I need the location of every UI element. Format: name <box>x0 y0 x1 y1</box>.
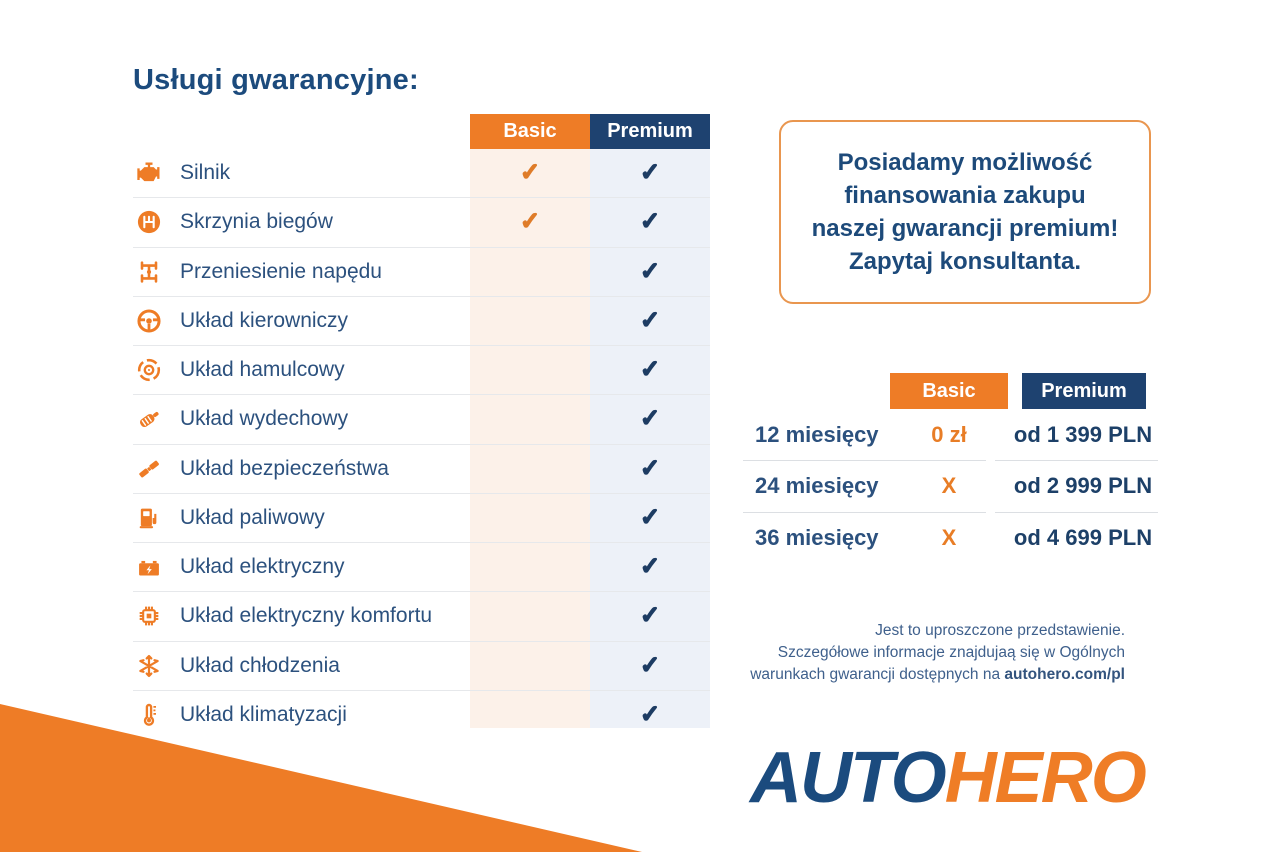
disclaimer-line: Jest to uproszczone przedstawienie. <box>875 622 1125 639</box>
pricing-table <box>743 409 1158 564</box>
table-row <box>133 494 710 543</box>
row-label: Układ chłodzenia <box>180 653 340 677</box>
pricing-premium-value: od 4 699 PLN <box>1013 524 1153 550</box>
divider <box>743 460 986 461</box>
pricing-row <box>743 409 1158 461</box>
basic-column-header: Basic <box>470 114 590 149</box>
premium-check: ✓ <box>639 454 661 482</box>
disclaimer-line-prefix: warunkach gwarancji dostępnych na <box>750 666 1005 683</box>
pricing-premium-value: od 2 999 PLN <box>1013 473 1153 499</box>
premium-check: ✓ <box>639 159 661 187</box>
table-row <box>133 592 710 641</box>
thermometer-icon <box>134 700 164 730</box>
divider <box>743 512 986 513</box>
premium-check: ✓ <box>639 553 661 581</box>
disclaimer-url: autohero.com/pl <box>1004 666 1125 683</box>
pricing-period: 12 miesięcy <box>755 421 879 447</box>
table-row <box>133 149 710 198</box>
row-label: Układ paliwowy <box>180 505 325 529</box>
snowflake-icon <box>134 651 164 681</box>
logo-hero-part: HERO <box>944 738 1145 818</box>
fuel-pump-icon <box>134 503 164 533</box>
premium-check: ✓ <box>639 602 661 630</box>
pricing-row <box>743 512 1158 564</box>
pricing-period: 24 miesięcy <box>755 473 879 499</box>
divider <box>995 512 1158 513</box>
row-label: Układ elektryczny <box>180 555 345 579</box>
premium-check: ✓ <box>639 700 661 728</box>
pricing-basic-header: Basic <box>890 373 1008 409</box>
table-row <box>133 543 710 592</box>
engine-icon <box>134 158 164 188</box>
premium-check: ✓ <box>639 405 661 433</box>
row-label: Skrzynia biegów <box>180 210 333 234</box>
financing-line: finansowania zakupu <box>844 182 1086 209</box>
row-label: Układ bezpieczeństwa <box>180 456 389 480</box>
table-row <box>133 642 710 691</box>
disclaimer-text <box>750 620 1125 686</box>
warranty-items-table <box>133 149 710 739</box>
premium-check: ✓ <box>639 503 661 531</box>
disclaimer-line: Szczegółowe informacje znajdujaą się w Ogólnych <box>777 644 1125 661</box>
logo-auto-part: AUTO <box>750 738 945 818</box>
pricing-row <box>743 461 1158 513</box>
financing-line: Posiadamy możliwość <box>837 149 1093 176</box>
row-label: Układ wydechowy <box>180 407 349 431</box>
pricing-period: 36 miesięcy <box>755 524 879 550</box>
page-title: Usługi gwarancyjne: <box>133 64 419 96</box>
table-row <box>133 297 710 346</box>
brake-disc-icon <box>134 355 164 385</box>
row-label: Układ klimatyzacji <box>180 702 347 726</box>
seatbelt-icon <box>134 454 164 484</box>
battery-icon <box>134 552 164 582</box>
disclaimer-line <box>750 664 1125 686</box>
basic-check: ✓ <box>519 208 541 236</box>
table-row <box>133 346 710 395</box>
steering-wheel-icon <box>134 306 164 336</box>
chip-icon <box>134 601 164 631</box>
drivetrain-icon <box>134 257 164 287</box>
pricing-premium-header: Premium <box>1022 373 1146 409</box>
financing-note-box <box>779 120 1151 304</box>
financing-line: naszej gwarancji premium! <box>811 215 1119 242</box>
row-label: Przeniesienie napędu <box>180 259 382 283</box>
table-row <box>133 691 710 739</box>
table-row <box>133 445 710 494</box>
divider <box>995 460 1158 461</box>
table-row <box>133 248 710 297</box>
row-label: Układ kierowniczy <box>180 308 349 332</box>
pricing-basic-value: X <box>941 524 957 550</box>
row-label: Silnik <box>180 161 231 185</box>
premium-check: ✓ <box>639 306 661 334</box>
table-row <box>133 198 710 247</box>
pricing-basic-value: X <box>941 473 957 499</box>
premium-check: ✓ <box>639 208 661 236</box>
row-label: Układ elektryczny komfortu <box>180 604 433 628</box>
gearbox-icon <box>134 207 164 237</box>
premium-check: ✓ <box>639 356 661 384</box>
basic-check: ✓ <box>519 159 541 187</box>
autohero-logo <box>750 738 1145 818</box>
premium-check: ✓ <box>639 257 661 285</box>
pricing-premium-value: od 1 399 PLN <box>1013 421 1153 447</box>
pricing-basic-value: 0 zł <box>931 421 967 447</box>
row-label: Układ hamulcowy <box>180 358 345 382</box>
table-row <box>133 395 710 444</box>
premium-check: ✓ <box>639 651 661 679</box>
financing-line: Zapytaj konsultanta. <box>848 248 1082 275</box>
exhaust-icon <box>134 404 164 434</box>
premium-column-header: Premium <box>590 114 710 149</box>
